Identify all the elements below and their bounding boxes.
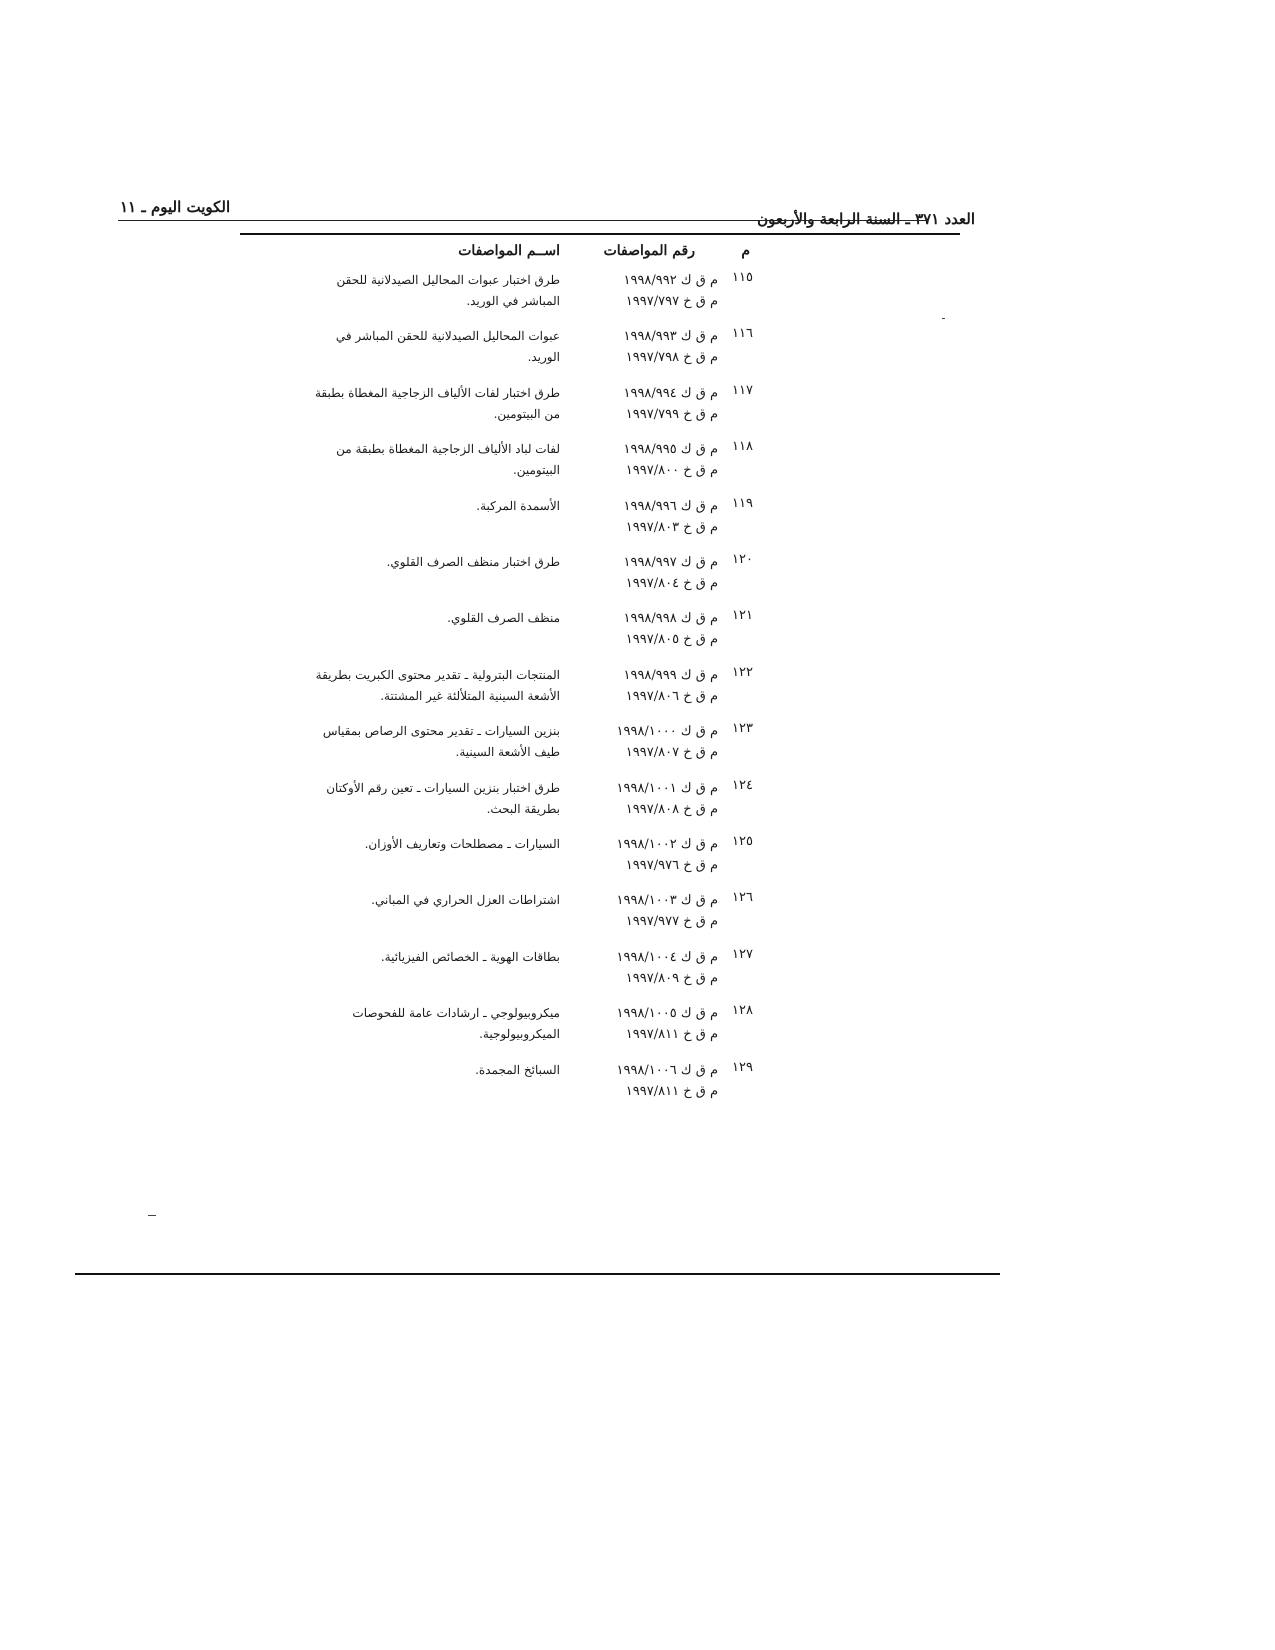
gulf-spec-code: م ق خ ١٩٩٧/٩٧٦ [625, 858, 718, 873]
row-serial-number: ١٢٣ [732, 721, 753, 736]
row-serial-number: ١٢٦ [732, 890, 753, 905]
row-spec-name: اشتراطات العزل الحراري في المباني. [371, 893, 560, 907]
gulf-spec-code: م ق خ ١٩٩٧/٨٠٨ [625, 802, 718, 817]
kuwait-spec-code: م ق ك ١٩٩٨/١٠٠٤ [616, 950, 718, 965]
table-row [0, 834, 1275, 886]
row-spec-name: طرق اختبار بنزين السيارات ـ تعين رقم الأوكتان بطريقة البحث. [326, 781, 560, 816]
gulf-spec-code: م ق خ ١٩٩٧/٨٠٣ [625, 520, 718, 535]
gulf-spec-code: م ق خ ١٩٩٧/٨١١ [625, 1027, 718, 1042]
row-serial-number: ١٢٩ [732, 1060, 753, 1075]
row-serial-number: ١١٦ [732, 326, 753, 341]
gulf-spec-code: م ق خ ١٩٩٧/٨١١ [625, 1084, 718, 1099]
row-spec-codes [623, 326, 718, 368]
kuwait-spec-code: م ق ك ١٩٩٨/٩٩٤ [623, 386, 718, 401]
scan-speck [942, 318, 945, 319]
table-row [0, 608, 1275, 660]
row-spec-name: طرق اختبار منظف الصرف القلوي. [386, 555, 560, 569]
row-serial-number: ١٢٠ [732, 552, 753, 567]
table-row [0, 1003, 1275, 1055]
kuwait-spec-code: م ق ك ١٩٩٨/٩٩٧ [623, 555, 718, 570]
footer-rule [75, 1273, 1000, 1275]
row-serial-number: ١٢٢ [732, 665, 753, 680]
row-spec-name: بنزين السيارات ـ تقدير محتوى الرصاص بمقياس طيف الأشعة السينية. [322, 724, 560, 759]
row-spec-codes [617, 834, 719, 876]
row-spec-codes [617, 890, 719, 932]
row-serial-number: ١٢٨ [732, 1003, 753, 1018]
kuwait-spec-code: م ق ك ١٩٩٨/١٠٠٢ [616, 837, 718, 852]
gulf-spec-code: م ق خ ١٩٩٧/٧٩٧ [625, 294, 718, 309]
row-spec-codes [617, 1060, 719, 1102]
gulf-spec-code: م ق خ ١٩٩٧/٧٩٨ [625, 350, 718, 365]
row-spec-name: الأسمدة المركبة. [476, 499, 560, 513]
kuwait-spec-code: م ق ك ١٩٩٨/١٠٠١ [616, 781, 718, 796]
column-header-serial: م [741, 243, 750, 259]
gulf-spec-code: م ق خ ١٩٩٧/٩٧٧ [625, 914, 718, 929]
row-serial-number: ١١٧ [732, 383, 753, 398]
row-serial-number: ١٢١ [732, 608, 753, 623]
row-spec-codes [623, 439, 718, 481]
row-serial-number: ١٢٧ [732, 947, 753, 962]
row-serial-number: ١١٩ [732, 496, 753, 511]
gulf-spec-code: م ق خ ١٩٩٧/٨٠٤ [625, 576, 718, 591]
kuwait-spec-code: م ق ك ١٩٩٨/٩٩٣ [623, 329, 718, 344]
row-spec-codes [623, 383, 718, 425]
row-spec-name: عبوات المحاليل الصيدلانية للحقن المباشر في الوريد. [335, 329, 560, 364]
row-spec-name: لفات لباد الألياف الزجاجية المغطاة بطبقة من البيتومين. [336, 442, 560, 477]
header-rule-thin [118, 220, 928, 221]
kuwait-spec-code: م ق ك ١٩٩٨/١٠٠٥ [616, 1006, 718, 1021]
scan-mark [148, 1215, 156, 1216]
kuwait-spec-code: م ق ك ١٩٩٨/٩٩٨ [623, 611, 718, 626]
gulf-spec-code: م ق خ ١٩٩٧/٨٠٦ [625, 689, 718, 704]
row-spec-codes [617, 947, 719, 989]
column-header-code: رقم المواصفات [603, 243, 695, 259]
row-spec-name: ميكروبيولوجي ـ ارشادات عامة للفحوصات الميكروبيولوجية. [352, 1006, 560, 1041]
publication-page-number: الكويت اليوم ـ ١١ [120, 198, 231, 216]
row-spec-name: بطاقات الهوية ـ الخصائص الفيزيائية. [380, 950, 560, 964]
gulf-spec-code: م ق خ ١٩٩٧/٨٠٠ [625, 463, 718, 478]
row-serial-number: ١٢٤ [732, 778, 753, 793]
row-spec-name: طرق اختبار لفات الألياف الزجاجية المغطاة بطبقة من البيتومين. [314, 386, 560, 421]
kuwait-spec-code: م ق ك ١٩٩٨/١٠٠٦ [616, 1063, 718, 1078]
gulf-spec-code: م ق خ ١٩٩٧/٧٩٩ [625, 407, 718, 422]
row-spec-codes [623, 496, 718, 538]
row-serial-number: ١١٨ [732, 439, 753, 454]
row-spec-codes [617, 721, 719, 763]
row-spec-name: السيارات ـ مصطلحات وتعاريف الأوزان. [364, 837, 560, 851]
kuwait-spec-code: م ق ك ١٩٩٨/٩٩٦ [623, 499, 718, 514]
row-serial-number: ١٢٥ [732, 834, 753, 849]
row-spec-codes [617, 778, 719, 820]
table-row [0, 496, 1275, 548]
row-spec-codes [623, 270, 718, 312]
table-row [0, 778, 1275, 830]
kuwait-spec-code: م ق ك ١٩٩٨/٩٩٥ [623, 442, 718, 457]
kuwait-spec-code: م ق ك ١٩٩٨/٩٩٢ [623, 273, 718, 288]
table-row [0, 439, 1275, 491]
row-spec-name: السبائخ المجمدة. [475, 1063, 560, 1077]
table-row [0, 721, 1275, 773]
table-row [0, 383, 1275, 435]
gulf-spec-code: م ق خ ١٩٩٧/٨٠٩ [625, 971, 718, 986]
table-row [0, 1060, 1275, 1112]
column-header-name: اســم المواصفات [458, 243, 560, 259]
table-row [0, 270, 1275, 322]
row-spec-codes [617, 1003, 719, 1045]
row-spec-codes [623, 552, 718, 594]
table-row [0, 552, 1275, 604]
table-row [0, 665, 1275, 717]
row-spec-codes [623, 665, 718, 707]
row-spec-name: طرق اختبار عبوات المحاليل الصيدلانية للحقن المباشر في الوريد. [336, 273, 560, 308]
kuwait-spec-code: م ق ك ١٩٩٨/١٠٠٠ [616, 724, 718, 739]
row-serial-number: ١١٥ [732, 270, 753, 285]
issue-header: العدد ٣٧١ ـ السنة الرابعة والأربعون [757, 210, 975, 228]
row-spec-codes [623, 608, 718, 650]
table-row [0, 890, 1275, 942]
table-row [0, 326, 1275, 378]
kuwait-spec-code: م ق ك ١٩٩٨/١٠٠٣ [616, 893, 718, 908]
gulf-spec-code: م ق خ ١٩٩٧/٨٠٧ [625, 745, 718, 760]
table-row [0, 947, 1275, 999]
row-spec-name: منظف الصرف القلوي. [447, 611, 560, 625]
row-spec-name: المنتجات البترولية ـ تقدير محتوى الكبريت بطريقة الأشعة السينية المتلألئة غير المشتتة. [315, 668, 560, 703]
header-rule-thick [240, 233, 960, 235]
kuwait-spec-code: م ق ك ١٩٩٨/٩٩٩ [623, 668, 718, 683]
gulf-spec-code: م ق خ ١٩٩٧/٨٠٥ [625, 632, 718, 647]
